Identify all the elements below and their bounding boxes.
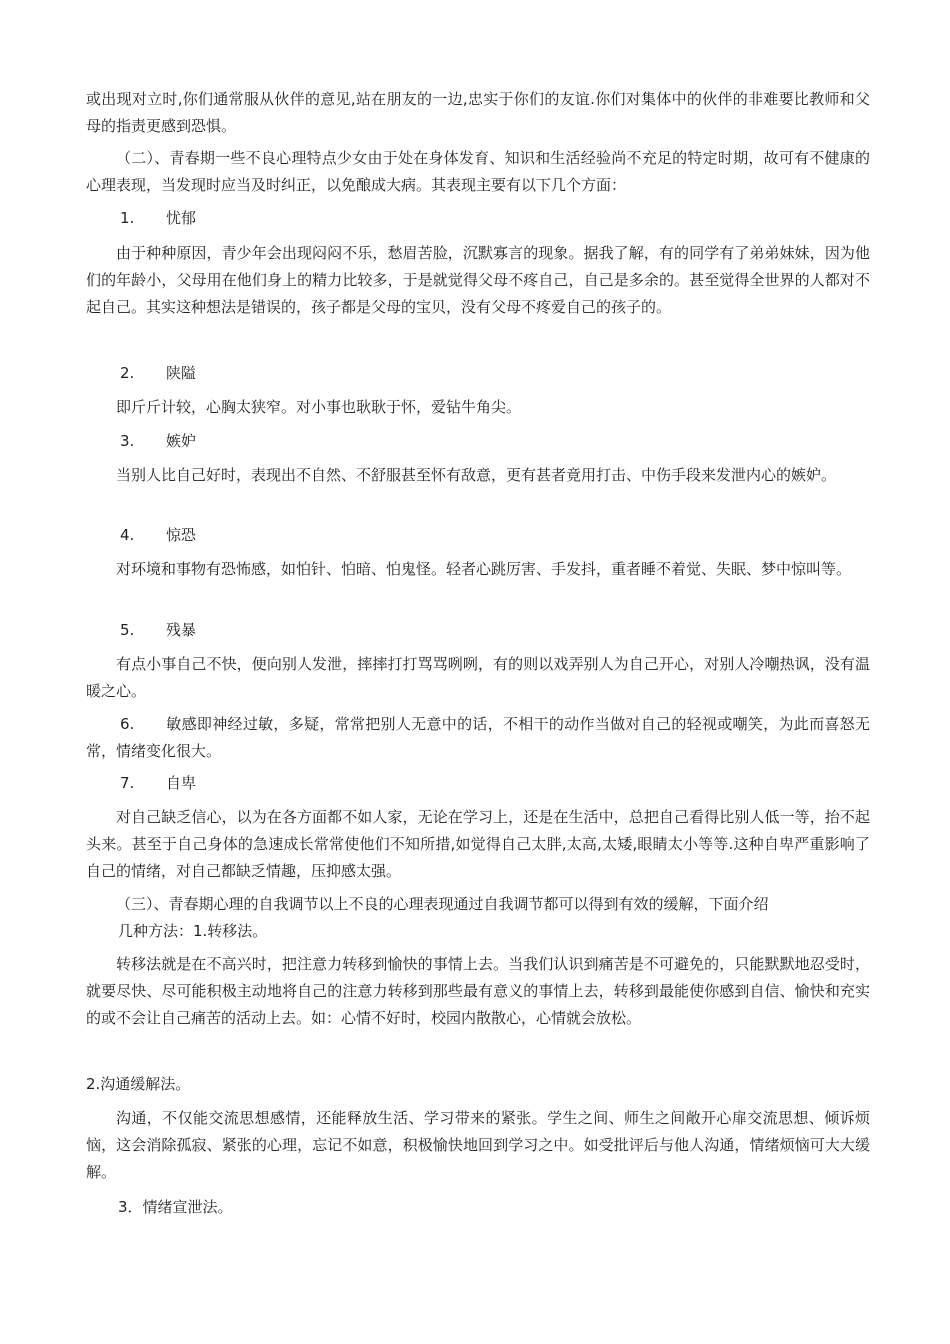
list-item-title: 陕隘 <box>166 364 197 382</box>
list-item-6 <box>86 711 870 765</box>
list-item-body-4: 对环境和事物有恐怖感，如怕针、怕暗、怕鬼怪。轻者心跳厉害、手发抖，重者睡不着觉、失眠、梦中惊叫等。 <box>116 560 852 578</box>
list-item-title: 残暴 <box>166 621 197 639</box>
transfer-method-paragraph: 转移法就是在不高兴时，把注意力转移到愉快的事情上去。当我们认识到痛苦是不可避免的，只能默默地忍受时，就要尽快、尽可能积极主动地将自己的注意力转移到那些最有意义的事情上去，转移到最能使你感到自信、愉快和充实的或不会让自己痛苦的活动上去。如：心情不好时，校园内散散心，心情就会放松。 <box>86 955 870 1027</box>
list-item-title: 嫉妒 <box>166 432 197 450</box>
list-item-title: 忧郁 <box>166 209 197 227</box>
list-item-body-1: 由于种种原因，青少年会出现闷闷不乐，愁眉苦脸，沉默寡言的现象。据我了解，有的同学有了弟弟妹妹，因为他们的年龄小，父母用在他们身上的精力比较多，于是就觉得父母不疼自己，自己是多余的。甚至觉得全世界的人都对不起自己。其实这种想法是错误的，孩子都是父母的宝贝，没有父母不疼爱自己的孩子的。 <box>86 244 870 316</box>
list-item-number: 3. <box>120 432 135 450</box>
list-item-body-5: 有点小事自己不快，便向别人发泄，摔摔打打骂骂咧咧，有的则以戏弄别人为自己开心，对别人冷嘲热讽，没有温暖之心。 <box>86 655 870 700</box>
list-item-title: 惊恐 <box>166 526 197 544</box>
list-item-number: 7. <box>120 774 135 792</box>
list-item-number: 6. <box>120 715 135 733</box>
list-item-number: 2. <box>120 364 135 382</box>
list-item-body-3: 当别人比自己好时，表现出不自然、不舒服甚至怀有敌意，更有甚者竟用打击、中伤手段来发泄内心的嫉妒。 <box>116 466 837 484</box>
communicate-paragraph: 沟通，不仅能交流思想感情，还能释放生活、学习带来的紧张。学生之间、师生之间敞开心扉交流思想、倾诉烦恼，这会消除孤寂、紧张的心理，忘记不如意，积极愉快地回到学习之中。如受批评后与他人沟通，情绪烦恼可大大缓解。 <box>86 1109 870 1181</box>
list-item-number: 4. <box>120 526 135 544</box>
list-item-body-2: 即斤斤计较，心胸太狭窄。对小事也耿耿于怀，爱钻牛角尖。 <box>116 398 522 416</box>
vent-heading: 3．情绪宣泄法。 <box>118 1198 233 1216</box>
communicate-heading: 2.沟通缓解法。 <box>86 1075 191 1093</box>
list-item-number: 5. <box>120 621 135 639</box>
list-item-body-7: 对自己缺乏信心，以为在各方面都不如人家，无论在学习上，还是在生活中，总把自己看得比别人低一等，抬不起头来。甚至于自己身体的急速成长常常使他们不知所措,如觉得自己太胖,太高,太矮,眼睛太小等等.这种自卑严重影响了自己的情绪，对自己都缺乏情趣，压抑感太强。 <box>86 808 870 880</box>
list-item-number: 1. <box>120 209 135 227</box>
section-3-line-1: （三）、青春期心理的自我调节以上不良的心理表现通过自我调节都可以得到有效的缓解，下面介绍 <box>116 895 769 913</box>
list-item-text: 敏感即神经过敏，多疑，常常把别人无意中的话，不相干的动作当做对自己的轻视或嘲笑，为此而喜怒无常，情绪变化很大。 <box>86 715 870 760</box>
intro-paragraph: 或出现对立时,你们通常服从伙伴的意见,站在朋友的一边,忠实于你们的友谊.你们对集体中的伙伴的非难要比教师和父母的指责更感到恐惧。 <box>86 90 870 135</box>
section-2-paragraph: （二）、青春期一些不良心理特点少女由于处在身体发育、知识和生活经验尚不充足的特定时期，故可有不健康的心理表现，当发现时应当及时纠正，以免酿成大病。其表现主要有以下几个方面： <box>86 149 870 194</box>
list-item-title: 自卑 <box>166 774 197 792</box>
section-3-line-2: 几种方法：1.转移法。 <box>118 922 268 940</box>
